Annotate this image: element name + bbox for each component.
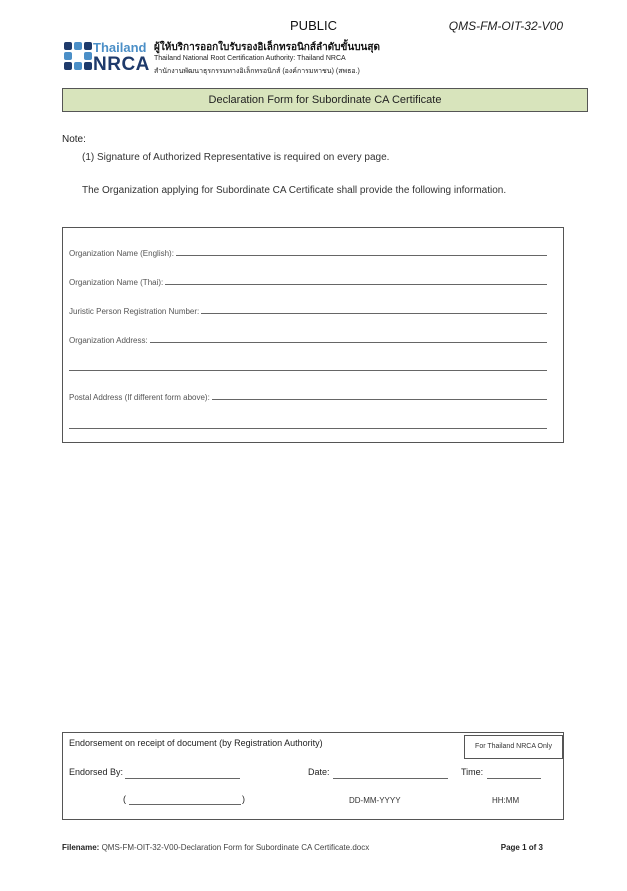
logo-square-icon [74,42,82,50]
filename-label: Filename: [62,843,100,852]
signature-name-field[interactable] [129,804,241,805]
logo-text-thailand: Thailand [93,40,147,55]
postal-address-field-line-2[interactable] [69,428,547,429]
classification-label: PUBLIC [290,18,337,33]
org-address-label: Organization Address: [69,336,148,345]
time-format-hint: HH:MM [492,796,520,805]
org-name-english: Thailand National Root Certification Authority: Thailand NRCA [154,55,346,62]
endorsement-box [62,732,564,820]
logo-square-icon [64,62,72,70]
org-name-en-label: Organization Name (English): [69,249,174,258]
date-format-hint: DD-MM-YYYY [349,796,401,805]
logo-square-icon [84,42,92,50]
organization-info-form [62,227,564,443]
signature-paren-close: ) [242,794,245,804]
juristic-number-field[interactable] [201,313,547,314]
logo-square-icon [84,62,92,70]
org-name-th-label: Organization Name (Thai): [69,278,164,287]
note-item-1: (1) Signature of Authorized Representative is required on every page. [82,152,390,163]
logo-square-icon [64,42,72,50]
org-address-field-line-2[interactable] [69,370,547,371]
thailand-nrca-logo [64,40,150,76]
page-number: Page 1 of 3 [500,843,543,852]
logo-text-nrca: NRCA [93,54,150,75]
date-label: Date: [308,767,330,777]
endorsed-by-label: Endorsed By: [69,767,124,777]
note-instruction: The Organization applying for Subordinate CA Certificate shall provide the following information. [82,185,507,196]
form-title: Declaration Form for Subordinate CA Certificate [62,88,588,112]
juristic-number-label: Juristic Person Registration Number: [69,307,200,316]
org-name-en-field[interactable] [176,255,547,256]
date-field[interactable] [333,778,448,779]
time-field[interactable] [487,778,541,779]
logo-square-icon [84,52,92,60]
org-address-row [69,331,547,345]
org-name-th-field[interactable] [165,284,547,285]
footer-filename [62,843,369,852]
signature-paren-open: ( [123,794,126,804]
org-agency-thai: สำนักงานพัฒนาธุรกรรมทางอิเล็กทรอนิกส์ (องค์การมหาชน) (สพธอ.) [154,68,360,75]
endorsement-title: Endorsement on receipt of document (by Registration Authority) [69,738,323,748]
endorsed-by-field[interactable] [125,778,240,779]
document-id: QMS-FM-OIT-32-V00 [448,19,563,33]
org-address-field[interactable] [150,342,547,343]
note-label: Note: [62,134,86,145]
postal-address-label: Postal Address (If different form above): [69,393,210,402]
postal-address-field[interactable] [212,399,547,400]
org-name-en-row [69,244,547,258]
logo-square-icon [64,52,72,60]
postal-address-row [69,388,547,402]
logo-square-icon [74,62,82,70]
org-name-thai: ผู้ให้บริการออกใบรับรองอิเล็กทรอนิกส์ลำดับขั้นบนสุด [154,42,380,53]
filename-value: QMS-FM-OIT-32-V00-Declaration Form for Subordinate CA Certificate.docx [101,843,370,852]
juristic-number-row [69,302,547,316]
time-label: Time: [461,767,484,777]
org-name-th-row [69,273,547,287]
thai-nrca-only-label: For Thailand NRCA Only [464,735,563,759]
